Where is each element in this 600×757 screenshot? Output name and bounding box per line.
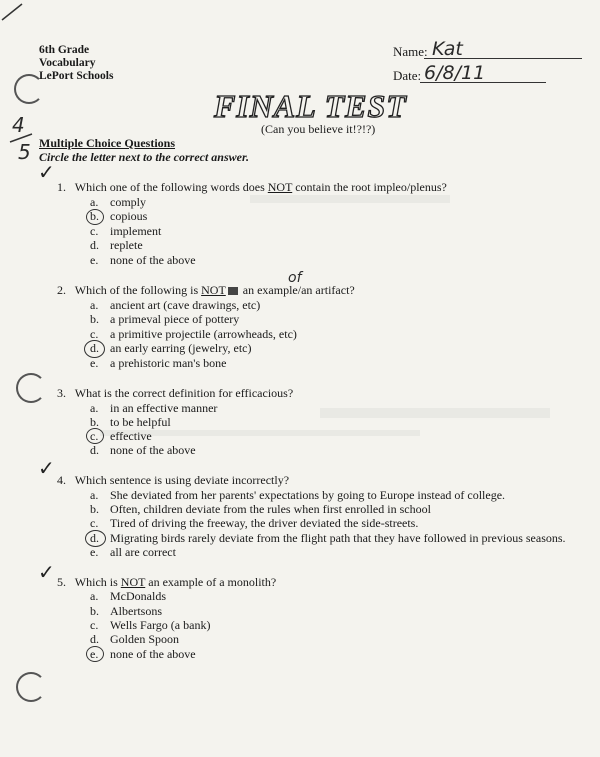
question-emphasis: NOT [120,575,146,589]
option-letter: d. [90,238,99,252]
question-text: Which is [74,575,121,589]
option-4e[interactable] [90,545,176,560]
score-numerator: 4 [12,113,25,137]
page-title: FINAL TEST [214,88,407,124]
page-subtitle: (Can you believe it!?!?) [261,122,376,136]
option-2a[interactable] [90,298,260,313]
question-number: 1. [57,180,66,194]
option-text: a primeval piece of pottery [110,312,240,326]
checkmark-icon: ✓ [38,560,55,584]
answer-circle [86,646,104,662]
option-text: none of the above [110,443,196,457]
option-3d[interactable] [90,443,196,458]
option-text: implement [110,224,162,238]
question-2 [57,283,355,298]
option-1d[interactable] [90,238,143,253]
binder-hole-icon [16,373,46,403]
question-emphasis: NOT [267,180,293,194]
grade-label: 6th Grade [39,44,90,56]
answer-circle [86,428,104,444]
option-text: McDonalds [110,589,166,603]
corner-pen-mark-icon [0,0,30,24]
option-text: She deviated from her parents' expectations by going to Europe instead of college. [110,488,506,502]
option-4c[interactable] [90,516,418,531]
option-text: replete [110,238,143,252]
name-label: Name: [393,44,428,59]
question-text: an example [239,283,298,297]
binder-hole-icon [16,672,46,702]
option-letter: e. [90,647,99,661]
question-3 [57,386,293,401]
option-5b[interactable] [90,604,162,619]
option-text: none of the above [110,647,196,661]
option-letter: c. [90,224,99,238]
option-letter: d. [90,443,99,457]
school-label: LePort Schools [39,70,114,82]
option-text: copious [110,209,148,223]
option-text: Tired of driving the freeway, the driver deviated the side-streets. [110,516,419,530]
subject-label: Vocabulary [39,57,96,69]
option-letter: a. [90,195,99,209]
option-letter: e. [90,545,99,559]
option-letter: c. [90,429,99,443]
option-3b[interactable] [90,415,171,430]
option-text: Albertsons [110,604,162,618]
option-letter: b. [90,502,99,516]
option-letter: b. [90,312,99,326]
bleed-through [250,195,450,203]
option-1e[interactable] [90,253,196,268]
checkmark-icon: ✓ [38,160,55,184]
option-letter: c. [90,516,99,530]
option-letter: a. [90,401,99,415]
score-denominator: 5 [18,140,31,164]
option-2b[interactable] [90,312,239,327]
option-letter: e. [90,356,99,370]
checkmark-icon: ✓ [38,456,55,480]
question-text: an artifact? [301,283,355,297]
question-text: What is the correct definition for efficacious? [74,386,294,400]
option-text: ancient art (cave drawings, etc) [110,298,261,312]
option-letter: c. [90,618,99,632]
name-value: Kat [432,38,463,60]
option-5d[interactable] [90,632,179,647]
question-1 [57,180,447,195]
option-letter: d. [90,632,99,646]
option-text: effective [110,429,152,443]
option-letter: d. [90,341,99,355]
option-text: Often, children deviate from the rules when first enrolled in school [110,502,431,516]
option-letter: a. [90,298,99,312]
question-text: Which sentence is using deviate incorrectly? [74,473,290,487]
option-5c[interactable] [90,618,210,633]
question-number: 3. [57,386,66,400]
answer-circle [86,209,104,225]
option-text: none of the above [110,253,196,267]
option-1a[interactable] [90,195,146,210]
bleed-through [320,408,550,418]
option-text: to be helpful [110,415,171,429]
header-school-info [39,44,113,83]
option-text: comply [110,195,146,209]
question-text: Which of the following is [74,283,202,297]
option-letter: b. [90,209,99,223]
option-letter: e. [90,253,99,267]
option-letter: b. [90,604,99,618]
option-4a[interactable] [90,488,505,503]
question-4 [57,473,289,488]
option-text: an early earring (jewelry, etc) [110,341,252,355]
option-4d[interactable] [90,531,566,546]
scribble-icon [228,287,238,295]
option-text: Migrating birds rarely deviate from the flight path that they have followed in previous seasons. [110,531,566,545]
answer-circle [85,530,106,547]
handwritten-insert: of [288,270,302,286]
option-text: a primitive projectile (arrowheads, etc) [110,327,297,341]
option-letter: b. [90,415,99,429]
option-3a[interactable] [90,401,217,416]
question-number: 4. [57,473,66,487]
section-instructions: Circle the letter next to the correct answer. [39,150,249,164]
question-text: an example of a monolith? [145,575,277,589]
option-5e[interactable] [90,647,196,662]
option-2d[interactable] [90,341,251,356]
caret-mark-icon: / [297,283,302,297]
question-number: 2. [57,283,66,297]
option-2c[interactable] [90,327,297,342]
question-text: Which one of the following words does [74,180,268,194]
option-text: all are correct [110,545,176,559]
question-5 [57,575,276,590]
date-label: Date: [393,68,422,83]
option-letter: c. [90,327,99,341]
option-text: Golden Spoon [110,632,179,646]
option-text: Wells Fargo (a bank) [110,618,211,632]
option-4b[interactable] [90,502,431,517]
option-5a[interactable] [90,589,166,604]
option-letter: a. [90,488,99,502]
option-2e[interactable] [90,356,226,371]
answer-circle [84,340,105,358]
option-letter: a. [90,589,99,603]
option-1c[interactable] [90,224,161,239]
option-text: in an effective manner [110,401,218,415]
option-text: a prehistoric man's bone [110,356,227,370]
section-heading: Multiple Choice Questions [39,136,176,150]
question-emphasis: NOT [201,283,226,297]
option-letter: d. [90,531,99,545]
question-number: 5. [57,575,66,589]
question-text: contain the root impleo/plenus? [292,180,447,194]
date-value: 6/8/11 [424,62,486,84]
